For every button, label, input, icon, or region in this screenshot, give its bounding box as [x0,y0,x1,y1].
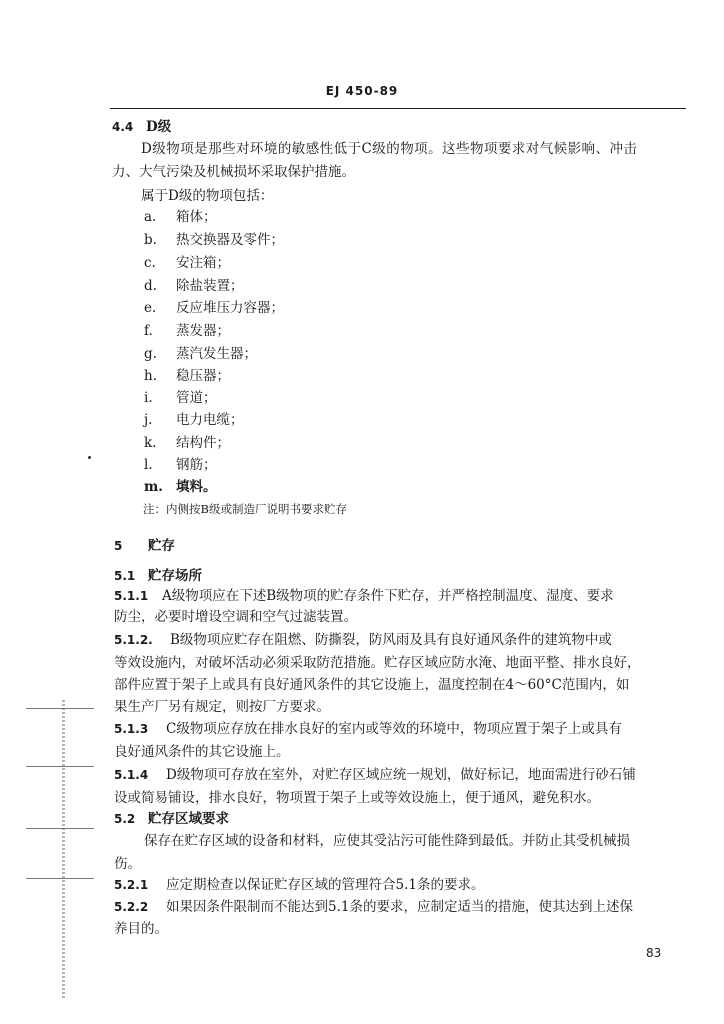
item-text: 箱体； [176,209,217,225]
item-label: d. [144,278,157,294]
paragraph-line: 养目的。 [114,921,168,937]
section-5-2-heading [114,810,229,828]
clause-number: 5.1.3 [114,722,149,736]
section-number: 4.4 [112,120,134,134]
clause-text: 如果因条件限制而不能达到5.1条的要求，应制定适当的措施，使其达到上述保 [166,899,633,915]
clause-text: A级物项应在下述B级物项的贮存条件下贮存，并严格控制温度、湿度、要求 [162,588,614,604]
margin-rule [26,766,94,767]
item-label: c. [144,255,156,271]
binding-edge-shadow [62,700,65,1000]
list-item [144,299,284,317]
list-item [144,478,217,496]
list-item [144,277,244,295]
item-text: 结构件； [176,435,230,451]
item-label: k. [144,435,157,451]
document-code-header: EJ 450-89 [325,84,399,98]
list-item [144,411,244,429]
item-text: 管道； [176,390,217,406]
clause-number: 5.2.2 [114,900,149,914]
header-rule [110,108,686,109]
list-item [144,345,257,363]
item-label: i. [144,390,153,406]
paragraph-line: 伤。 [114,856,141,872]
clause-5-1-1 [114,587,614,605]
item-label: e. [144,300,157,316]
clause-number: 5.2.1 [114,878,149,892]
section-title: D级 [146,119,172,135]
section-title: 贮存区域要求 [148,811,229,827]
storage-note: 注：内侧按B级或制造厂说明书要求贮存 [143,502,347,516]
clause-5-1-3 [114,720,622,738]
list-item [144,434,230,452]
list-item [144,322,230,340]
clause-number: 5.1.1 [114,589,149,603]
item-text: 蒸发器； [176,323,230,339]
list-item [144,456,217,474]
paragraph-line: 保存在贮存区域的设备和材料，应使其受沾污可能性降到最低。并防止其受机械损 [144,833,630,849]
margin-rule [26,878,94,879]
section-5-heading [114,537,175,555]
clause-number: 5.1.4 [114,768,149,782]
item-label: g. [144,346,157,362]
list-item [144,254,230,272]
clause-text: D级物项可存放在室外，对贮存区域应统一规划，做好标记，地面需进行砂石铺 [166,767,636,783]
item-text: 钢筋； [176,457,217,473]
clause-number: 5.1.2. [114,633,153,647]
item-text: 热交换器及零件； [176,232,284,248]
section-number: 5.2 [114,812,136,826]
section-title: 贮存 [148,538,175,554]
item-text: 稳压器； [176,368,230,384]
item-text: 填料。 [176,479,217,495]
margin-rule [26,828,94,829]
paragraph-line: 防尘，必要时增设空调和空气过滤装置。 [114,609,357,625]
section-4-4-heading [112,118,171,136]
item-label: b. [144,232,157,248]
item-text: 电力电缆； [176,412,244,428]
paragraph-line: 设或简易铺设，排水良好，物项置于架子上或等效设施上，便于通风，避免积水。 [114,790,600,806]
list-item [144,367,230,385]
clause-text: C级物项应存放在排水良好的室内或等效的环境中，物项应置于架子上或具有 [166,721,622,737]
list-item [144,389,217,407]
item-label: l. [144,457,153,473]
paragraph-line: 良好通风条件的其它设施上。 [114,744,290,760]
clause-5-1-2 [114,631,612,649]
clause-5-2-1 [114,876,484,894]
list-intro: 属于D级的物项包括： [141,188,274,204]
paragraph-line: 果生产厂另有规定，则按厂方要求。 [114,699,330,715]
section-number: 5.1 [114,569,136,583]
item-text: 除盐装置； [176,278,244,294]
paragraph-line: 等效设施内，对破坏活动必须采取防范措施。贮存区域应防水淹、地面平整、排水良好， [114,655,641,671]
margin-rule [26,708,94,709]
clause-text: 应定期检查以保证贮存区域的管理符合5.1条的要求。 [166,877,485,893]
clause-5-2-2 [114,898,633,916]
section-5-1-heading [114,567,202,585]
item-label: j. [144,412,153,428]
paragraph-line: 部件应置于架子上或具有良好通风条件的其它设施上，温度控制在4～60°C范围内，如 [114,677,630,693]
clause-text: B级物项应贮存在阻燃、防撕裂，防风雨及具有良好通风条件的建筑物中或 [170,632,612,648]
scan-speck [88,456,91,459]
item-label: m. [144,479,163,495]
item-text: 蒸汽发生器； [176,346,257,362]
paragraph-line: 力、大气污染及机械损坏采取保护措施。 [112,164,355,180]
section-number: 5 [114,539,123,553]
item-label: a. [144,209,157,225]
item-text: 反应堆压力容器； [176,300,284,316]
section-title: 贮存场所 [148,568,202,584]
list-item [144,208,217,226]
item-label: f. [144,323,153,339]
item-text: 安注箱； [176,255,230,271]
clause-5-1-4 [114,766,636,784]
paragraph-line: D级物项是那些对环境的敏感性低于C级的物项。这些物项要求对气候影响、冲击 [141,141,638,157]
list-item [144,231,284,249]
item-label: h. [144,368,157,384]
page-number: 83 [646,946,662,960]
